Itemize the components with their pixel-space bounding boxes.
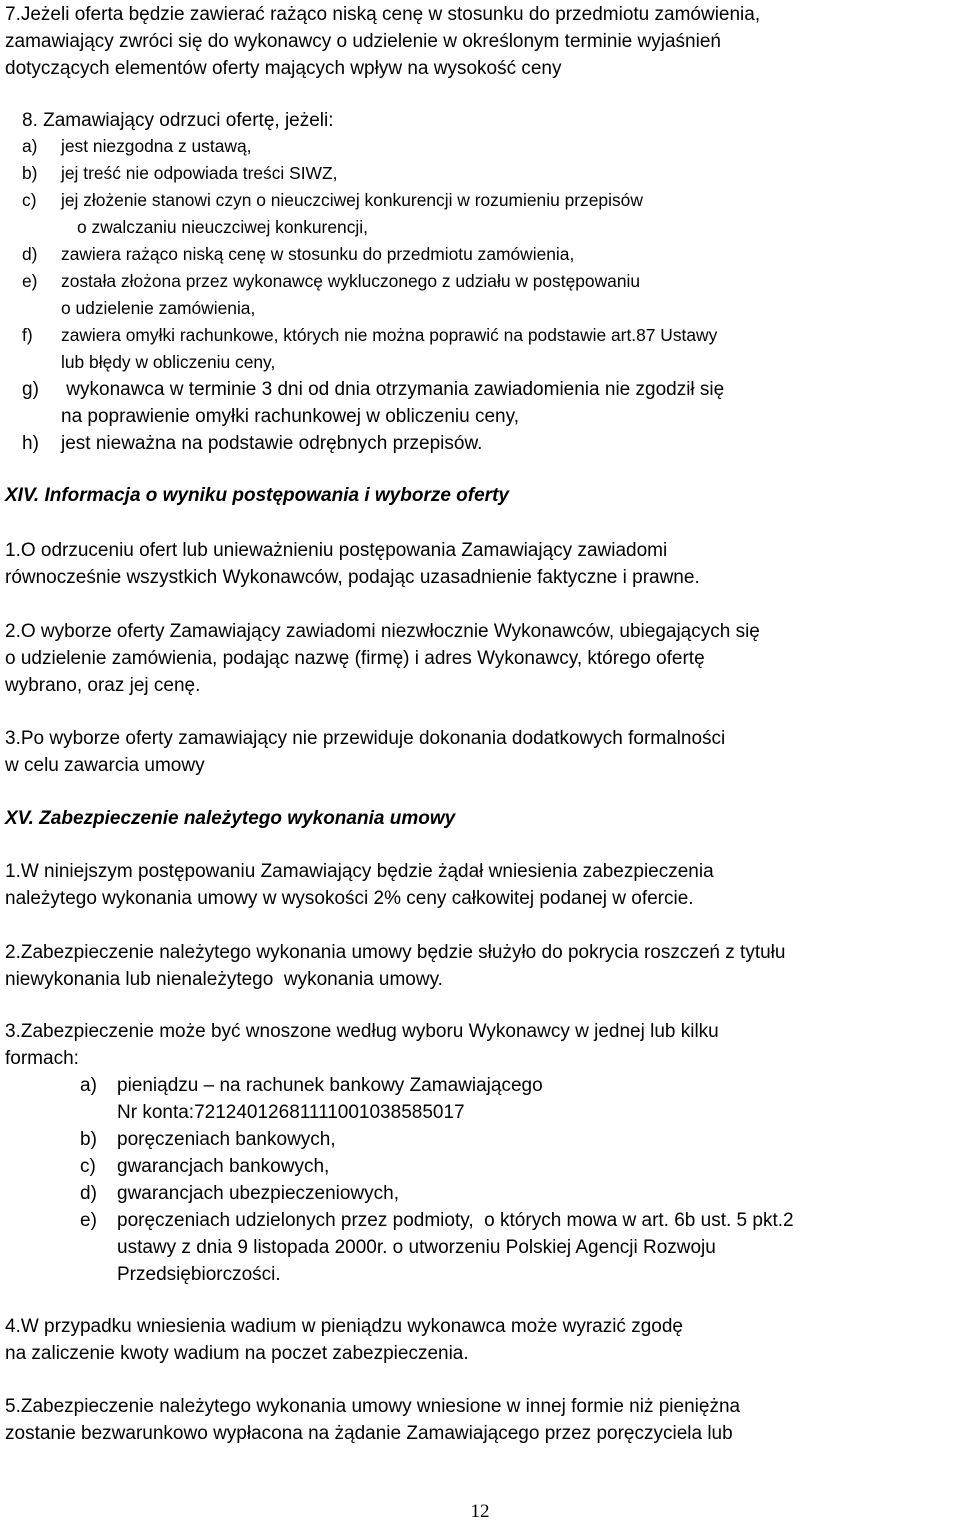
section14-heading: XIV. Informacja o wyniku postępowania i wyborze oferty: [5, 485, 509, 506]
section15-p5-line1: 5.Zabezpieczenie należytego wykonania umowy wniesione w innej formie niż pieniężna: [5, 1396, 741, 1417]
point8-label-e: e): [22, 271, 38, 291]
section14-p2-line1: 2.O wyborze oferty Zamawiający zawiadomi niezwłocznie Wykonawców, ubiegających się: [5, 621, 760, 642]
point8-intro: 8. Zamawiający odrzuci ofertę, jeżeli:: [22, 110, 334, 131]
point8-item-h: jest nieważna na podstawie odrębnych przepisów.: [61, 433, 483, 454]
section15-p2-line1: 2.Zabezpieczenie należytego wykonania umowy będzie służyło do pokrycia roszczeń z tytułu: [5, 942, 786, 963]
point8-label-f: f): [22, 325, 33, 345]
section15-p5-line2: zostanie bezwarunkowo wypłacona na żądanie Zamawiającego przez poręczyciela lub: [5, 1423, 733, 1444]
point8-label-h: h): [22, 433, 39, 454]
section14-p3-line1: 3.Po wyborze oferty zamawiający nie przewiduje dokonania dodatkowych formalności: [5, 728, 726, 749]
form-e-line1: poręczeniach udzielonych przez podmioty, o których mowa w art. 6b ust. 5 pkt.2: [117, 1210, 794, 1231]
point8-item-e-line1: została złożona przez wykonawcę wykluczonego z udziału w postępowaniu: [61, 271, 641, 291]
point8-item-c-line1: jej złożenie stanowi czyn o nieuczciwej konkurencji w rozumieniu przepisów: [61, 190, 643, 210]
point8-item-c-line2: o zwalczaniu nieuczciwej konkurencji,: [77, 217, 368, 237]
section15-p1-line1: 1.W niniejszym postępowaniu Zamawiający będzie żądał wniesienia zabezpieczenia: [5, 861, 714, 882]
point8-label-b: b): [22, 163, 38, 183]
form-a-line1: pieniądzu – na rachunek bankowy Zamawiającego: [117, 1075, 543, 1096]
point8-item-e-line2: o udzielenie zamówienia,: [61, 298, 256, 318]
section14-p2-line2: o udzielenie zamówienia, podając nazwę (firmę) i adres Wykonawcy, którego ofertę: [5, 648, 705, 669]
point7-line-2: zamawiający zwróci się do wykonawcy o udzielenie w określonym terminie wyjaśnień: [5, 31, 721, 52]
section14-p1-line2: równocześnie wszystkich Wykonawców, podając uzasadnienie faktyczne i prawne.: [5, 567, 700, 588]
section15-p3-line1: 3.Zabezpieczenie może być wnoszone według wyboru Wykonawcy w jednej lub kilku: [5, 1021, 719, 1042]
section14-p1-line1: 1.O odrzuceniu ofert lub unieważnieniu postępowania Zamawiający zawiadomi: [5, 540, 668, 561]
form-label-c: c): [80, 1156, 96, 1177]
form-label-b: b): [80, 1129, 97, 1150]
section15-p4-line1: 4.W przypadku wniesienia wadium w pieniądzu wykonawca może wyrazić zgodę: [5, 1316, 683, 1337]
section14-p3-line2: w celu zawarcia umowy: [5, 755, 205, 776]
point8-item-a: jest niezgodna z ustawą,: [61, 136, 252, 156]
form-label-d: d): [80, 1183, 97, 1204]
form-a-account: Nr konta:72124012681111001038585017: [117, 1102, 465, 1123]
point8-item-f-line1: zawiera omyłki rachunkowe, których nie można poprawić na podstawie art.87 Ustawy: [61, 325, 718, 345]
page-number: 12: [470, 1501, 490, 1522]
point8-label-a: a): [22, 136, 38, 156]
section15-p4-line2: na zaliczenie kwoty wadium na poczet zabezpieczenia.: [5, 1343, 469, 1364]
point8-item-g-line2: na poprawienie omyłki rachunkowej w obliczeniu ceny,: [61, 406, 519, 427]
point8-label-d: d): [22, 244, 38, 264]
form-b: poręczeniach bankowych,: [117, 1129, 336, 1150]
point8-item-f-line2: lub błędy w obliczeniu ceny,: [61, 352, 276, 372]
point8-item-g-line1: wykonawca w terminie 3 dni od dnia otrzymania zawiadomienia nie zgodził się: [61, 379, 725, 400]
point7-line-3: dotyczących elementów oferty mających wpływ na wysokość ceny: [5, 58, 562, 79]
section15-p3-line2: formach:: [5, 1048, 79, 1069]
form-label-e: e): [80, 1210, 97, 1231]
form-e-line2: ustawy z dnia 9 listopada 2000r. o utworzeniu Polskiej Agencji Rozwoju: [117, 1237, 716, 1258]
section14-p2-line3: wybrano, oraz jej cenę.: [5, 675, 201, 696]
point8-label-g: g): [22, 379, 39, 400]
form-c: gwarancjach bankowych,: [117, 1156, 330, 1177]
form-d: gwarancjach ubezpieczeniowych,: [117, 1183, 399, 1204]
point8-item-d: zawiera rażąco niską cenę w stosunku do przedmiotu zamówienia,: [61, 244, 575, 264]
section15-heading: XV. Zabezpieczenie należytego wykonania umowy: [5, 808, 456, 829]
point7-line-1: 7.Jeżeli oferta będzie zawierać rażąco niską cenę w stosunku do przedmiotu zamówienia,: [5, 4, 761, 25]
point8-item-b: jej treść nie odpowiada treści SIWZ,: [61, 163, 338, 183]
section15-p2-line2: niewykonania lub nienależytego wykonania umowy.: [5, 969, 443, 990]
form-e-line3: Przedsiębiorczości.: [117, 1264, 281, 1285]
point8-label-c: c): [22, 190, 37, 210]
form-label-a: a): [80, 1075, 97, 1096]
section15-p1-line2: należytego wykonania umowy w wysokości 2% ceny całkowitej podanej w ofercie.: [5, 888, 694, 909]
